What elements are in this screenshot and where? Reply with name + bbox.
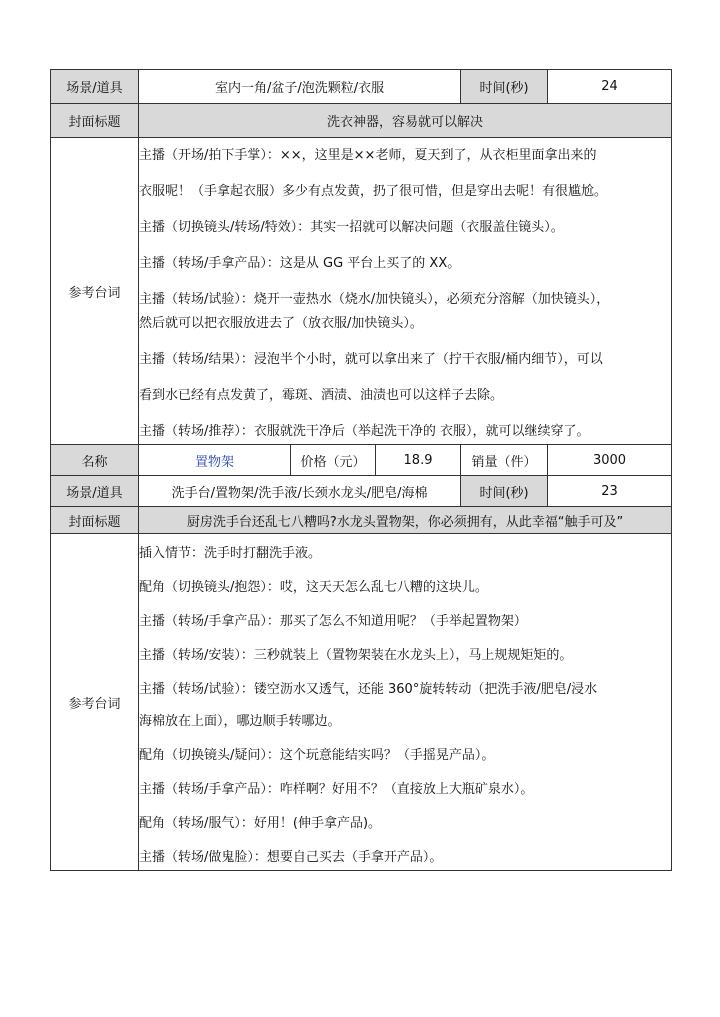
- script-line: 海棉放在上面），哪边顺手转哪边。: [139, 714, 341, 729]
- s2-cover-row: [51, 507, 672, 534]
- script-line: 主播（转场/推荐）：衣服就洗干净后（举起洗干净的 衣服），就可以继续穿了。: [139, 424, 590, 439]
- script-line: 主播（开场/拍下手掌）：××，这里是××老师，夏天到了，从衣柜里面拿出来的: [139, 148, 597, 163]
- script-line: 然后就可以把衣服放进去了（放衣服/加快镜头）。: [139, 316, 423, 331]
- script-line: 插入情节：洗手时打翻洗手液。: [139, 546, 322, 561]
- s2-time-value: 23: [548, 476, 672, 507]
- s2-scene-label: 场景/道具: [51, 476, 139, 507]
- s2-sales-label: 销量（件）: [461, 445, 548, 476]
- s1-script-row: [51, 138, 672, 445]
- script-line: 主播（转场/结果）：浸泡半个小时，就可以拿出来了（拧干衣服/桶内细节），可以: [139, 352, 603, 367]
- s2-price-value: 18.9: [376, 445, 461, 476]
- script-line: 主播（转场/试验）：烧开一壶热水（烧水/加快镜头），必须充分溶解（加快镜头），: [139, 292, 610, 307]
- s2-script-body: [139, 534, 672, 871]
- s2-price-label: 价格（元）: [291, 445, 376, 476]
- script-line: 主播（切换镜头/转场/特效）：其实一招就可以解决问题（衣服盖住镜头）。: [139, 220, 564, 235]
- s2-scene-row: [51, 476, 672, 507]
- script-line: 主播（转场/做鬼脸）：想要自己买去（手拿开产品）。: [139, 850, 443, 865]
- s1-scene-label: 场景/道具: [51, 70, 139, 104]
- s1-cover-value: 洗衣神器，容易就可以解决: [139, 104, 672, 138]
- script-line: 主播（转场/手拿产品）：咋样啊？好用不？（直接放上大瓶矿泉水）。: [139, 782, 534, 797]
- s2-sales-value: 3000: [548, 445, 672, 476]
- s1-scene-value: 室内一角/盆子/泡洗颗粒/衣服: [139, 70, 461, 104]
- s2-cover-value: 厨房洗手台还乱七八糟吗?水龙头置物架，你必须拥有，从此幸福“触手可及”: [139, 507, 672, 534]
- script-line: 主播（转场/安装）：三秒就装上（置物架装在水龙头上），马上规规矩矩的。: [139, 648, 573, 663]
- s2-product-row: [51, 445, 672, 476]
- script-line: 主播（转场/手拿产品）：那买了怎么不知道用呢？（手举起置物架）: [139, 614, 527, 629]
- s2-scene-value: 洗手台/置物架/洗手液/长颈水龙头/肥皂/海棉: [139, 476, 461, 507]
- s2-script-label: 参考台词: [51, 534, 139, 871]
- script-line: 主播（转场/试验）：镂空沥水又透气，还能 360°旋转转动（把洗手液/肥皂/浸水: [139, 682, 598, 697]
- script-line: 配角（切换镜头/抱怨）：哎，这天天怎么乱七八糟的这块儿。: [139, 580, 488, 595]
- s1-scene-row: [51, 70, 672, 104]
- s1-cover-label: 封面标题: [51, 104, 139, 138]
- script-line: 看到水已经有点发黄了，霉斑、酒渍、油渍也可以这样子去除。: [139, 388, 504, 403]
- s2-script-row: [51, 534, 672, 871]
- script-line: 配角（转场/服气）：好用！(伸手拿产品)。: [139, 816, 382, 831]
- script-line: 配角（切换镜头/疑问）：这个玩意能结实吗？（手摇晃产品）。: [139, 748, 495, 763]
- s2-time-label: 时间(秒): [461, 476, 548, 507]
- script-line: 主播（转场/手拿产品）：这是从 GG 平台上买了的 XX。: [139, 256, 461, 271]
- s2-name-value: 置物架: [139, 445, 291, 476]
- s1-cover-row: [51, 104, 672, 138]
- s1-script-label: 参考台词: [51, 138, 139, 445]
- s1-time-label: 时间(秒): [461, 70, 548, 104]
- script-line: 衣服呢！（手拿起衣服）多少有点发黄，扔了很可惜，但是穿出去呢！有很尴尬。: [139, 184, 608, 199]
- s2-name-label: 名称: [51, 445, 139, 476]
- s1-time-value: 24: [548, 70, 672, 104]
- s1-script-body: [139, 138, 672, 445]
- script-table: [50, 69, 672, 871]
- s2-cover-label: 封面标题: [51, 507, 139, 534]
